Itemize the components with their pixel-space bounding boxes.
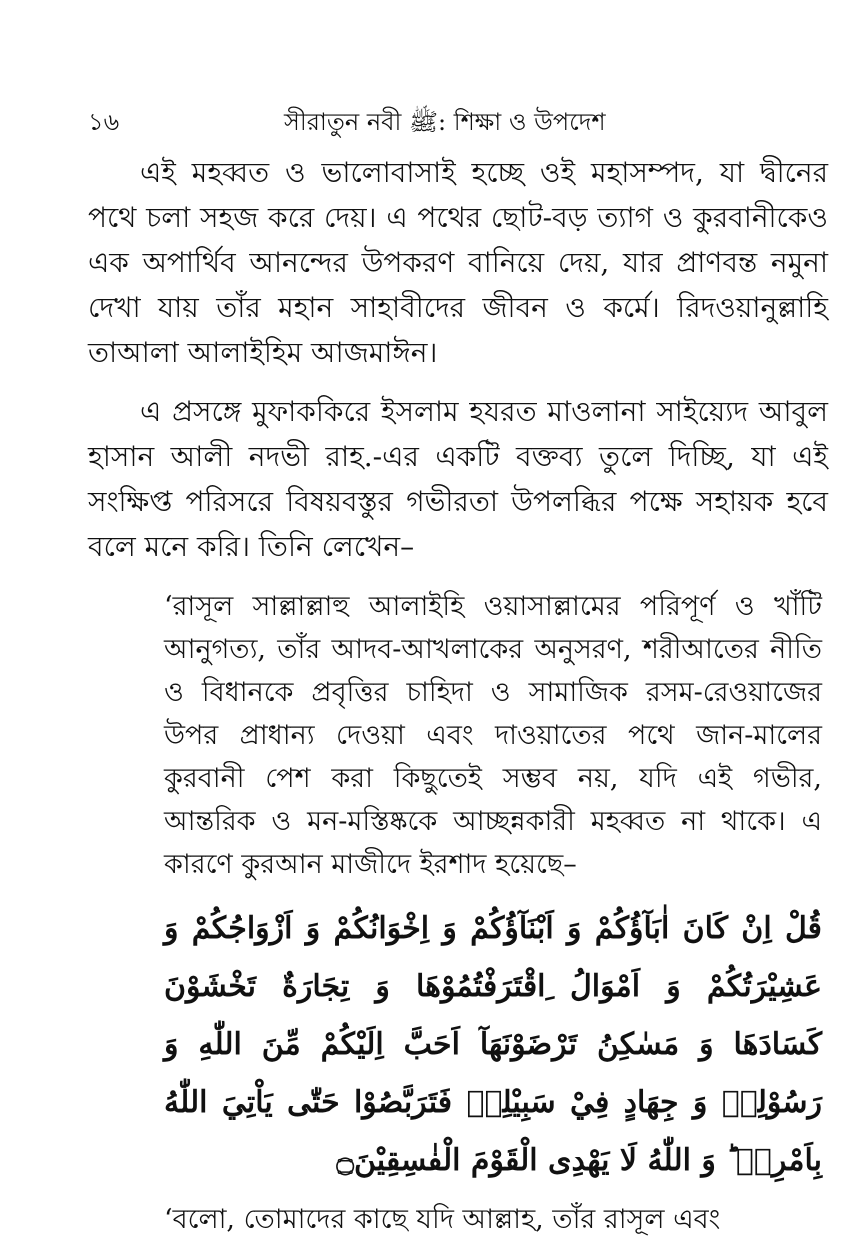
paragraph-2: এ প্রসঙ্গে মুফাককিরে ইসলাম হযরত মাওলানা সাইয়্যেদ আবুল হাসান আলী নদভী রাহ.-এর একটি বক্তব্য তুলে দিচ্ছি, যা এই সংক্ষিপ্ত পরিসরে বিষয়বস্তুর গভীরতা উপলব্ধির পক্ষে সহায়ক হবে বলে মনে করি। তিনি লেখেন–	[88, 395, 828, 563]
block-quote: ‘রাসূল সাল্লাল্লাহু আলাইহি ওয়াসাল্লামের পরিপূর্ণ ও খাঁটি আনুগত্য, তাঁর আদব-আখলাকের অনুসরণ, শরীআতের নীতি ও বিধানকে প্রবৃত্তির চাহিদা ও সামাজিক রসম-রেওয়াজের উপর প্রাধান্য দেওয়া এবং দাওয়াতের পথে জান-মালের কুরবানী পেশ করা কিছুতেই সম্ভব নয়, যদি এই গভীর, আন্তরিক ও মন-মস্তিষ্ককে আচ্ছন্নকারী মহব্বত না থাকে। এ কারণে কুরআন মাজীদে ইরশাদ হয়েছে–	[164, 591, 822, 880]
quran-verse: قُلْ اِنْ كَانَ اٰبَآؤُكُمْ وَ اَبْنَآؤُكُمْ وَ اِخْوَانُكُمْ وَ اَزْوَاجُكُمْ وَ عَشِيْرَتُكُمْ وَ اَمْوَالُ ِاقْتَرَفْتُمُوْهَا وَ تِجَارَةٌ تَخْشَوْنَ كَسَادَهَا وَ مَسٰكِنُ تَرْضَوْنَهَآ اَحَبَّ اِلَيْكُمْ مِّنَ اللّٰهِ وَ رَسُوْلِهٖ وَ جِهَادٍ فِيْ سَبِيْلِهٖ فَتَرَبَّصُوْا حَتّٰى يَاْتِيَ اللّٰهُ بِاَمْرِهٖ ؕ وَ اللّٰهُ لَا يَهْدِى الْقَوْمَ الْفٰسِقِيْنَ۝	[164, 911, 822, 1178]
verse-translation: ‘বলো, তোমাদের কাছে যদি আল্লাহ, তাঁর রাসূল এবং	[164, 1204, 721, 1235]
running-title: সীরাতুন নবী ﷺ: শিক্ষা ও উপদেশ	[284, 108, 606, 136]
page-header	[88, 100, 828, 140]
page-number: ১৬	[88, 108, 120, 136]
paragraph-1: এই মহব্বত ও ভালোবাসাই হচ্ছে ওই মহাসম্পদ, যা দ্বীনের পথে চলা সহজ করে দেয়। এ পথের ছোট-বড় ত্যাগ ও কুরবানীকেও এক অপার্থিব আনন্দের উপকরণ বানিয়ে দেয়, যার প্রাণবন্ত নমুনা দেখা যায় তাঁর মহান সাহাবীদের জীবন ও কর্মে। রিদওয়ানুল্লাহি তাআলা আলাইহিম আজমাঈন।	[88, 156, 828, 369]
body-text	[88, 150, 828, 1241]
